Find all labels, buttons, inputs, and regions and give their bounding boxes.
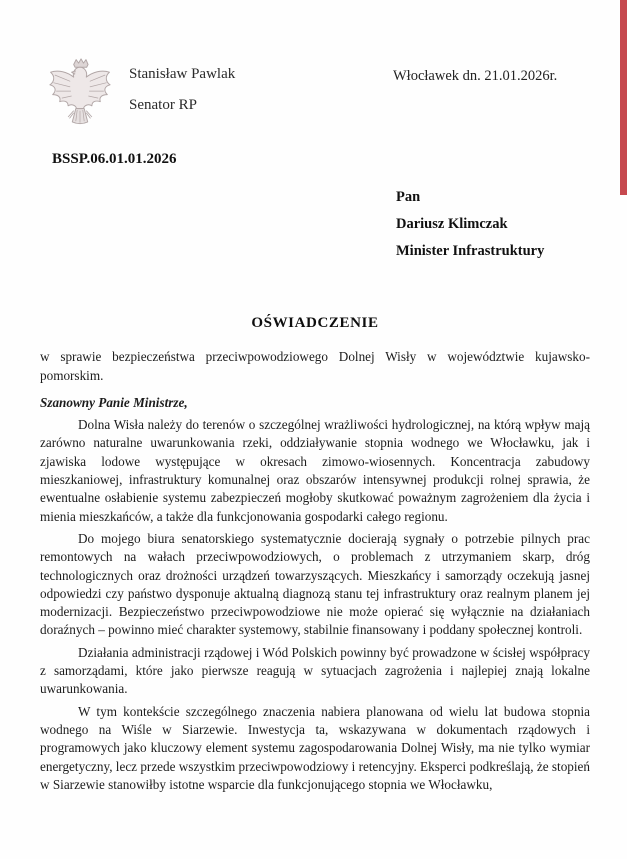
polish-eagle-emblem-icon — [45, 56, 115, 136]
body-paragraph: Do mojego biura senatorskiego systematycznie docierają sygnały o potrzebie pilnych prac remontowych na wałach przeciwpowodziowych, o problemach z utrzymaniem skarp, dróg technologicznych oraz drożności urządzeń towarzyszących. Mieszkańcy i samorządy oczekują jasnej odpowiedzi czy państwo dysponuje aktualną diagnozą stanu tej infrastruktury oraz realnym planem jej modernizacji. Bezpieczeństwo przeciwpowodziowe nie może opierać się wyłącznie na działaniach doraźnych – powinno mieć charakter systemowy, stabilnie finansowany i poddany społecznej kontroli. — [40, 530, 590, 638]
place-and-date: Włocławek dn. 21.01.2026r. — [393, 68, 558, 84]
body-paragraph: W tym kontekście szczególnego znaczenia nabiera planowana od wielu lat budowa stopnia wodnego na Wiśle w Siarzewie. Inwestycja ta, wskazywana w dokumentach rządowych i programowych jako kluczowy element systemu zagospodarowania Dolnej Wisły, ma nie tylko wymiar energetyczny, lecz przede wszystkim przeciwpowodziowy i retencyjny. Eksperci podkreślają, że stopień w Siarzewie stanowiłby istotne wsparcie dla funkcjonującego stopnia we Włocławku, — [40, 703, 590, 792]
recipient-block — [396, 184, 544, 265]
document-subject: w sprawie bezpieczeństwa przeciwpowodziowego Dolnej Wisły w województwie kujawsko-pomorskim. — [40, 349, 590, 383]
reference-number: BSSP.06.01.01.2026 — [52, 151, 177, 167]
sender-name: Stanisław Pawlak — [129, 66, 236, 82]
body-paragraph: Dolna Wisła należy do terenów o szczególnej wrażliwości hydrologicznej, na którą wpływ mają zarówno naturalne uwarunkowania rzeki, oddziaływanie stopnia wodnego we Włocławku, jak i zjawiska lodowe występujące w okresach zimowo-wiosennych. Koncentracja zabudowy mieszkaniowej, infrastruktury komunalnej oraz obszarów intensywnej produkcji rolnej sprawia, że ewentualne osłabienie systemu zabezpieczeń mogłoby skutkować poważnym zagrożeniem dla życia i mienia mieszkańców, a także dla funkcjonowania gospodarki całego regionu. — [40, 417, 590, 524]
letter-body — [40, 314, 590, 794]
document-title: OŚWIADCZENIE — [251, 315, 379, 331]
red-accent-bar — [620, 0, 627, 195]
recipient-name: Dariusz Klimczak — [396, 216, 508, 232]
sender-title: Senator RP — [129, 97, 197, 113]
greeting-line: Szanowny Panie Ministrze, — [40, 394, 188, 410]
recipient-honorific: Pan — [396, 189, 421, 205]
recipient-title: Minister Infrastruktury — [396, 243, 545, 259]
body-paragraph: Działania administracji rządowej i Wód Polskich powinny być prowadzone w ścisłej współpracy z samorządami, które jako pierwsze reagują w sytuacjach zagrożenia i najlepiej znają lokalne uwarunkowania. — [40, 644, 590, 697]
